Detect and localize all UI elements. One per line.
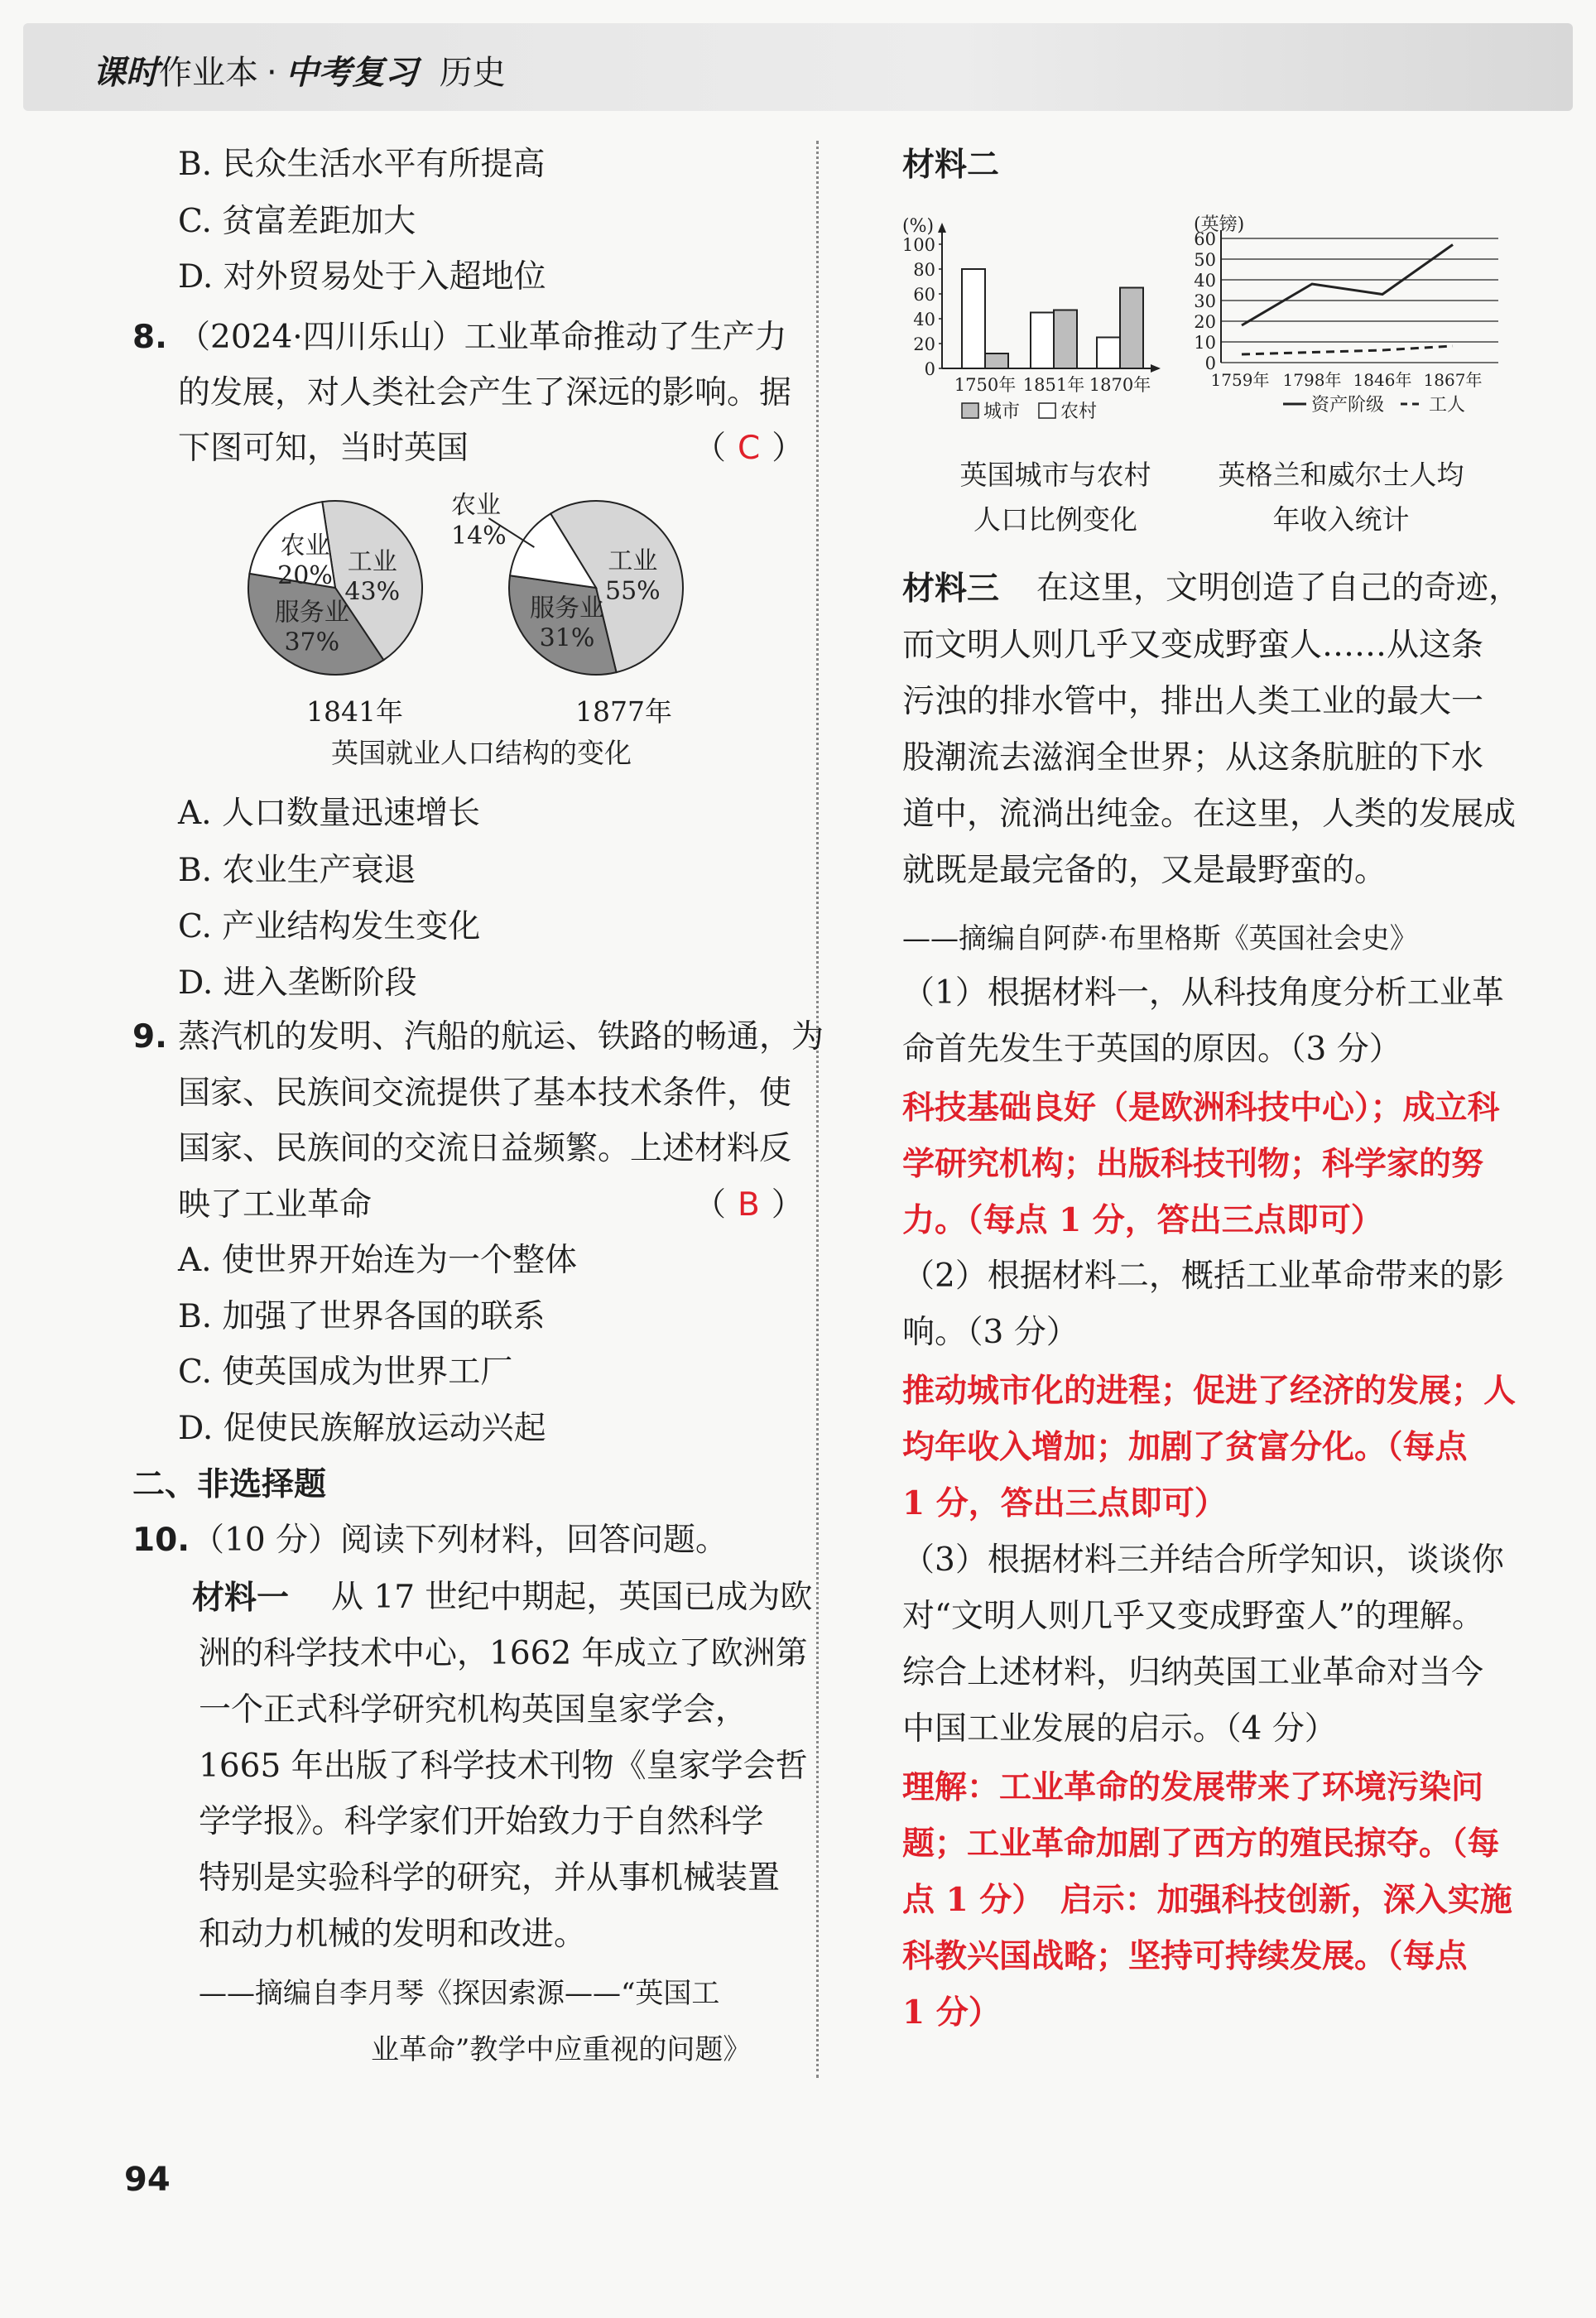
bar-y-arrow: [938, 223, 946, 233]
bar-x-label: 1851年: [1022, 375, 1085, 395]
answer-3: 科教兴国战略；坚持可持续发展。（每点: [902, 1937, 1468, 1975]
bar-y-tick-label: 40: [913, 310, 935, 329]
question-1: （1）根据材料一，从科技角度分析工业革: [902, 974, 1504, 1012]
paren-open: （: [694, 430, 727, 467]
q8-answer: C: [738, 430, 761, 467]
q8-option-a: A. 人口数量迅速增长: [178, 795, 480, 832]
line-y-tick-label: 10: [1194, 333, 1216, 353]
q9-answer: B: [738, 1186, 760, 1224]
q8-number: 8.: [132, 319, 167, 356]
material3-line: 而文明人则几乎又变成野蛮人……从这条: [902, 627, 1484, 664]
line-y-tick-label: 30: [1194, 291, 1216, 311]
material3-line: 在这里，文明创造了自己的奇迹，: [1036, 570, 1521, 607]
question-3: 综合上述材料，归纳英国工业革命对当今: [902, 1654, 1484, 1691]
answer-1: 科技基础良好（是欧洲科技中心）；成立科: [902, 1089, 1500, 1127]
line-y-unit: (英镑): [1194, 214, 1245, 235]
answer-3: 理解：工业革命的发展带来了环境污染问: [902, 1768, 1484, 1806]
bar-y-tick-label: 0: [924, 359, 935, 379]
answer-2: 推动城市化的进程；促进了经济的发展；人: [902, 1372, 1517, 1410]
material1-line: 学学报》。科学家们开始致力于自然科学: [199, 1803, 764, 1840]
q8-option-b: B. 农业生产衰退: [178, 852, 416, 889]
course-name: 中考复习: [285, 54, 418, 92]
line-x-label: 1798年: [1282, 370, 1342, 390]
q10-intro: （10 分）阅读下列材料，回答问题。: [192, 1522, 728, 1559]
material1-line: 从 17 世纪中期起，英国已成为欧: [331, 1579, 813, 1616]
question-3: （3）根据材料三并结合所学知识，谈谈你: [902, 1541, 1504, 1579]
pie-label-value: 14%: [451, 522, 507, 551]
subject-name: 历史: [439, 54, 506, 92]
material1-source: 业革命”教学中应重视的问题》: [371, 2033, 752, 2066]
bar-城市: [962, 269, 985, 368]
bar-城市: [1031, 313, 1054, 369]
line-x-label: 1759年: [1210, 370, 1270, 390]
line-y-tick-label: 0: [1204, 353, 1216, 373]
line-y-tick-label: 50: [1194, 250, 1216, 270]
legend-label: 城市: [983, 402, 1021, 422]
bar-农村: [1054, 310, 1077, 369]
question-1: 命首先发生于英国的原因。（3 分）: [902, 1031, 1401, 1068]
material3-line: 股潮流去滋润全世界；从这条肮脏的下水: [902, 739, 1484, 777]
answer-2: 均年收入增加；加剧了贫富分化。（每点: [902, 1428, 1468, 1466]
pie-label-value: 20%: [277, 560, 333, 590]
material1-line: 和动力机械的发明和改进。: [199, 1916, 587, 1953]
q9-option-a: A. 使世界开始连为一个整体: [178, 1242, 577, 1279]
q8-option-d: D. 进入垄断阶段: [178, 964, 417, 1002]
line-y-tick-label: 20: [1194, 312, 1216, 332]
paren-close: ）: [771, 1186, 804, 1224]
bar-caption: 人口比例变化: [973, 503, 1137, 536]
answer-1: 学研究机构；出版科技刊物；科学家的努: [902, 1145, 1484, 1183]
question-3: 对“文明人则几乎又变成野蛮人”的理解。: [902, 1598, 1484, 1635]
q9-line: 映了工业革命: [178, 1186, 373, 1224]
line-y-tick-label: 60: [1194, 229, 1216, 249]
q9-option-b: B. 加强了世界各国的联系: [178, 1298, 546, 1335]
bar-chart: [894, 207, 1175, 439]
bar-农村: [1120, 288, 1143, 369]
line-y-tick-label: 40: [1194, 271, 1216, 291]
material1-label: 材料一: [192, 1579, 290, 1617]
legend-label: 农村: [1060, 402, 1098, 422]
section-title: 二、非选择题: [132, 1465, 327, 1503]
line-x-label: 1846年: [1353, 370, 1412, 390]
pie-label-name: 服务业: [274, 598, 349, 628]
q7-option-d: D. 对外贸易处于入超地位: [178, 258, 546, 296]
material3-line: 就既是最完备的，又是最野蛮的。: [902, 852, 1387, 889]
question-2: （2）根据材料二，概括工业革命带来的影: [902, 1258, 1504, 1295]
bar-caption: 英国城市与农村: [959, 459, 1151, 491]
legend-label: 资产阶级: [1311, 395, 1385, 416]
q10-number: 10.: [132, 1522, 190, 1559]
line-series-资产阶级: [1242, 245, 1453, 326]
pie-label-value: 37%: [284, 628, 340, 657]
q9-option-d: D. 促使民族解放运动兴起: [178, 1410, 546, 1447]
brand-rest: 作业本: [159, 54, 258, 92]
header-dot: ·: [267, 54, 277, 92]
paren-close: ）: [772, 430, 805, 467]
legend-swatch-city: [962, 403, 978, 418]
pie-label-name: 农业: [280, 531, 330, 560]
pie-label-name: 工业: [347, 547, 397, 577]
question-3: 中国工业发展的启示。（4 分）: [902, 1710, 1337, 1748]
bar-x-label: 1750年: [954, 375, 1017, 395]
pie-year-1841: 1841年: [306, 695, 403, 728]
legend-label: 工人: [1429, 395, 1466, 416]
material1-line: 一个正式科学研究机构英国皇家学会，: [199, 1691, 748, 1729]
q9-answer-box: [694, 1182, 804, 1229]
bar-y-unit: (%): [902, 216, 935, 237]
line-chart: [1184, 207, 1515, 439]
legend-swatch-rural: [1039, 403, 1055, 418]
page-number: 94: [124, 2161, 171, 2199]
paren-open: （: [694, 1186, 727, 1224]
pie-year-1877: 1877年: [575, 695, 672, 728]
q9-option-c: C. 使英国成为世界工厂: [178, 1354, 513, 1391]
pie-1841: [248, 501, 422, 675]
line-caption: 年收入统计: [1272, 503, 1410, 536]
q8-line: （2024·四川乐山）工业革命推动了生产力: [178, 319, 787, 356]
q9-line: 国家、民族间的交流日益频繁。上述材料反: [178, 1130, 792, 1167]
pie-figure-caption: 英国就业人口结构的变化: [331, 737, 632, 769]
bar-农村: [985, 353, 1008, 368]
pie-label-value: 31%: [539, 623, 595, 653]
q7-option-b: B. 民众生活水平有所提高: [178, 146, 546, 183]
line-caption: 英格兰和威尔士人均: [1218, 459, 1464, 491]
bar-y-tick-label: 80: [913, 260, 935, 280]
bar-y-tick-label: 20: [913, 334, 935, 354]
bar-y-tick-label: 100: [901, 235, 935, 255]
material2-label: 材料二: [902, 146, 1000, 184]
pie-label-value: 43%: [344, 577, 401, 607]
header-title: [93, 46, 506, 94]
material3-label: 材料三: [902, 570, 1000, 608]
answer-3: 题；工业革命加剧了西方的殖民掠夺。（每: [902, 1825, 1500, 1863]
q8-line: 下图可知，当时英国: [178, 430, 469, 467]
pie-label-name: 工业: [608, 546, 658, 576]
material1-line: 特别是实验科学的研究，并从事机械装置: [199, 1859, 781, 1897]
q8-line: 的发展，对人类社会产生了深远的影响。据: [178, 374, 792, 411]
bar-y-tick-label: 60: [913, 285, 935, 305]
material1-line: 1665 年出版了科学技术刊物《皇家学会哲: [199, 1748, 808, 1785]
pie-label-name: 农业: [451, 491, 501, 520]
bar-城市: [1097, 338, 1120, 369]
bar-x-arrow: [1151, 364, 1161, 373]
answer-3: 1 分）: [902, 1993, 1001, 2032]
q8-option-c: C. 产业结构发生变化: [178, 908, 481, 945]
answer-3: 点 1 分） 启示：加强科技创新，深入实施: [902, 1881, 1512, 1919]
line-series-工人: [1242, 346, 1453, 354]
q9-number: 9.: [132, 1018, 167, 1056]
material3-source: ——摘编自阿萨·布里格斯《英国社会史》: [902, 922, 1418, 955]
q7-option-c: C. 贫富差距加大: [178, 203, 416, 240]
brand-bold: 课时: [93, 54, 159, 92]
material3-line: 污浊的排水管中，排出人类工业的最大一: [902, 683, 1484, 720]
pie-label-name: 服务业: [530, 594, 605, 623]
bar-x-label: 1870年: [1089, 375, 1151, 395]
material3-line: 道中，流淌出纯金。在这里，人类的发展成: [902, 796, 1517, 833]
answer-2: 1 分，答出三点即可）: [902, 1484, 1227, 1522]
q9-line: 国家、民族间交流提供了基本技术条件，使: [178, 1075, 792, 1112]
q9-line: 蒸汽机的发明、汽船的航运、铁路的畅通，为: [178, 1018, 824, 1056]
line-x-label: 1867年: [1423, 370, 1483, 390]
q8-answer-box: [694, 426, 804, 472]
material1-source: ——摘编自李月琴《探因索源——“英国工: [199, 1977, 720, 2010]
answer-1: 力。（每点 1 分，答出三点即可）: [902, 1201, 1383, 1239]
material1-line: 洲的科学技术中心，1662 年成立了欧洲第: [199, 1635, 808, 1672]
pie-1877: [451, 491, 683, 675]
pie-label-value: 55%: [604, 576, 661, 606]
column-divider: [816, 141, 819, 2078]
question-2: 响。（3 分）: [902, 1314, 1079, 1351]
